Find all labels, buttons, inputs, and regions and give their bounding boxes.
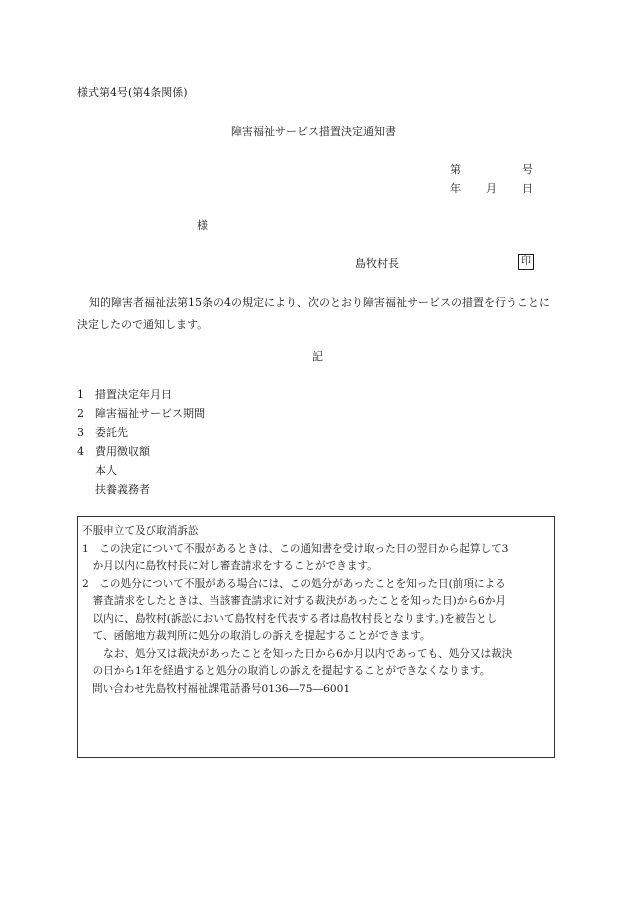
appeal-line: 以内に、島牧村(訴訟において島牧村を代表する者は島牧村長となります。)を被告とし <box>82 613 498 625</box>
date-day: 日 <box>522 182 533 195</box>
contact-department: 島牧村福祉課 <box>155 683 220 695</box>
item-label: 委託先 <box>95 426 128 439</box>
date-line <box>450 182 533 195</box>
sender-name: 島牧村長 <box>355 257 399 270</box>
item-number: 2 <box>77 407 84 420</box>
appeal-line: て、函館地方裁判所に処分の取消しの訴えを提起することができます。 <box>82 630 431 642</box>
appeal-line: 審査請求をしたときは、当該審査請求に対する裁決があったことを知った日)から6か月 <box>82 595 506 607</box>
body-text: 知的障害者福祉法第15条の4の規定により、次のとおり障害福祉サービスの措置を行うことに決定したので通知します。 <box>77 296 550 331</box>
appeal-line: 1 この決定について不服があるときは、この通知書を受け取った日の翌日から起算して3 <box>82 543 509 555</box>
item-label: 措置決定年月日 <box>95 388 172 401</box>
appeal-line: の日から1年を経過すると処分の取消しの訴えを提起することができなくなります。 <box>82 665 491 677</box>
appeal-line: 2 この処分について不服がある場合には、この処分があったことを知った日(前項による <box>82 578 506 590</box>
form-number: 様式第4号(第4条関係) <box>77 86 188 99</box>
phone-label: 電話番号 <box>219 683 262 695</box>
seal-stamp: 印 <box>518 254 534 270</box>
appeal-heading: 不服申立て及び取消訴訟 <box>82 525 199 537</box>
sub-item-guardian: 扶養義務者 <box>95 483 150 496</box>
item-number: 1 <box>77 388 84 401</box>
document-number-line <box>450 163 533 176</box>
list-item <box>77 445 150 458</box>
number-prefix: 第 <box>450 163 461 176</box>
addressee-honorific: 様 <box>197 219 208 232</box>
appeal-line: なお、処分又は裁決があったことを知った日から6か月以内であっても、処分又は裁決 <box>82 648 513 660</box>
number-suffix: 号 <box>522 163 533 176</box>
document-title: 障害福祉サービス措置決定通知書 <box>231 125 396 138</box>
contact-label: 問い合わせ先 <box>92 683 156 695</box>
item-number: 4 <box>77 445 84 458</box>
ki-heading: 記 <box>312 350 323 363</box>
item-number: 3 <box>77 426 84 439</box>
contact-line <box>92 683 350 696</box>
appeal-line: か月以内に島牧村長に対し審査請求をすることができます。 <box>82 560 378 572</box>
sub-item-self: 本人 <box>95 464 117 477</box>
date-year: 年 <box>450 182 461 195</box>
list-item <box>77 426 128 439</box>
appeal-notice-box <box>77 516 555 758</box>
list-item <box>77 407 205 420</box>
item-label: 障害福祉サービス期間 <box>95 407 205 420</box>
phone-number: 0136―75―6001 <box>261 683 351 695</box>
item-label: 費用徴収額 <box>95 445 150 458</box>
list-item <box>77 388 172 401</box>
date-month: 月 <box>486 182 497 195</box>
